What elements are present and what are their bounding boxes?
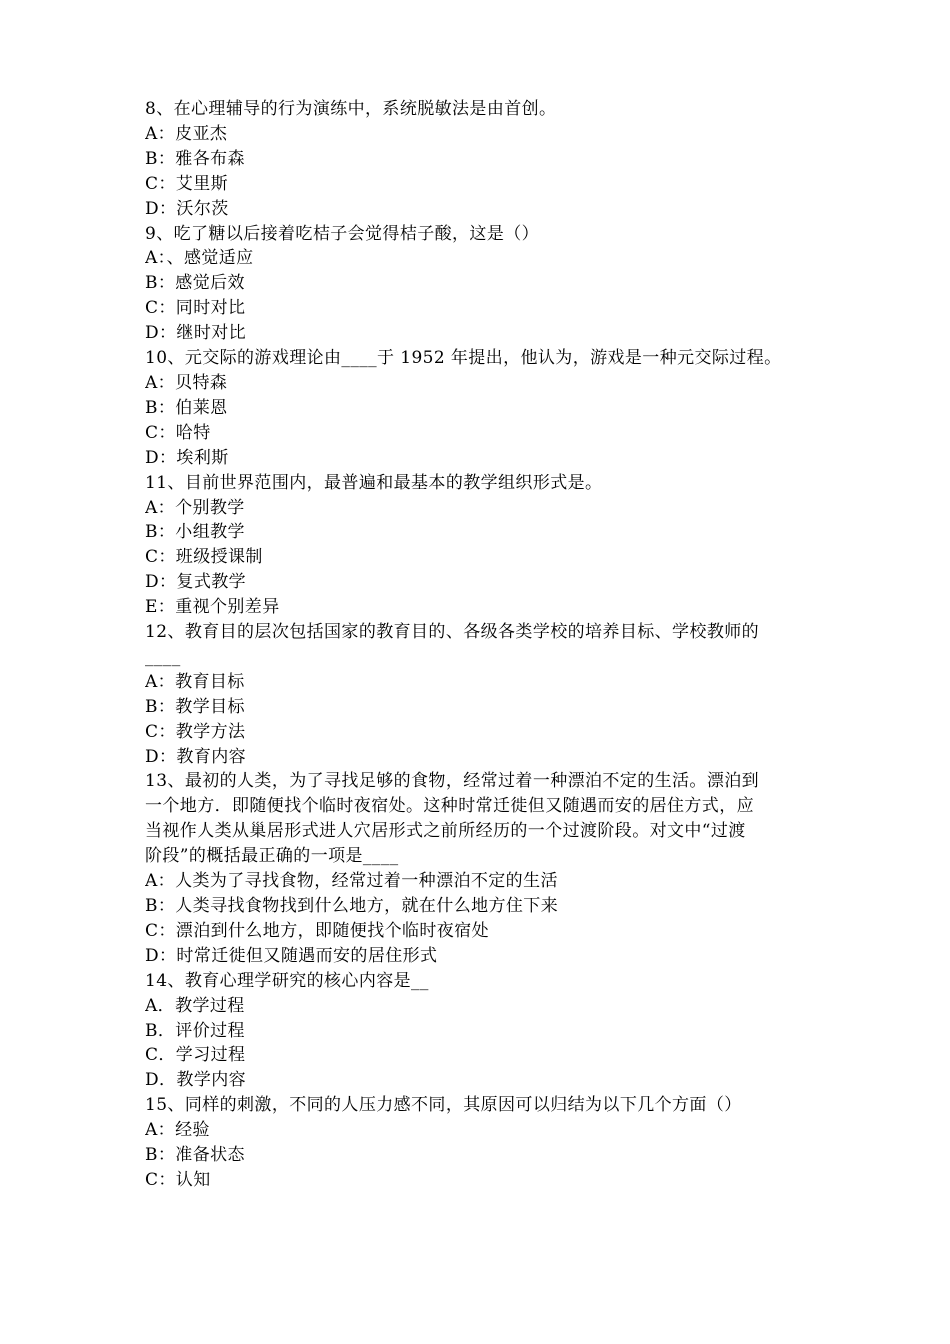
question-14-option-a: A．教学过程 [145, 995, 245, 1016]
question-13-option-d: D：时常迁徙但又随遇而安的居住形式 [145, 945, 438, 966]
question-14-option-d: D．教学内容 [145, 1070, 247, 1091]
question-12-option-d: D：教育内容 [145, 746, 247, 767]
question-13-stem-line-1: 13、最初的人类，为了寻找足够的食物，经常过着一种漂泊不定的生活。漂泊到 [145, 771, 760, 792]
question-10-option-b: B：伯莱恩 [145, 397, 228, 418]
question-11-option-d: D：复式教学 [145, 572, 247, 593]
question-12-stem-blank: ____ [145, 646, 181, 667]
question-13-option-b: B：人类寻找食物找到什么地方，就在什么地方住下来 [145, 896, 559, 916]
question-10-option-a: A：贝特森 [145, 372, 228, 393]
question-11-stem: 11、目前世界范围内，最普遍和最基本的教学组织形式是。 [145, 472, 603, 493]
question-10-option-c: C：哈特 [145, 422, 211, 443]
question-15-stem: 15、同样的刺激，不同的人压力感不同，其原因可以归结为以下几个方面（） [145, 1095, 742, 1116]
question-9-stem: 9、吃了糖以后接着吃桔子会觉得桔子酸，这是（） [145, 223, 540, 244]
question-9-option-b: B：感觉后效 [145, 273, 245, 294]
question-8-option-d: D：沃尔茨 [145, 198, 229, 219]
question-10-stem: 10、元交际的游戏理论由____于 1952 年提出，他认为，游戏是一种元交际过程。 [145, 348, 782, 369]
question-13-stem-line-3: 当视作人类从巢居形式进人穴居形式之前所经历的一个过渡阶段。对文中“过渡 [145, 821, 746, 842]
question-8-option-b: B：雅各布森 [145, 148, 245, 169]
question-9-option-a: A：、感觉适应 [145, 248, 254, 269]
question-9-option-d: D：继时对比 [145, 323, 247, 344]
question-12-option-b: B：教学目标 [145, 696, 245, 717]
question-8-option-a: A：皮亚杰 [145, 123, 228, 144]
question-13-stem-line-4: 阶段”的概括最正确的一项是____ [145, 846, 399, 867]
document-body [145, 97, 815, 1193]
question-15-option-a: A：经验 [145, 1120, 210, 1141]
question-11-option-e: E：重视个别差异 [145, 597, 280, 618]
question-12-option-a: A：教育目标 [145, 671, 245, 692]
question-13-stem-line-2: 一个地方．即随便找个临时夜宿处。这种时常迁徙但又随遇而安的居住方式，应 [145, 796, 754, 817]
question-13-option-a: A：人类为了寻找食物，经常过着一种漂泊不定的生活 [145, 871, 558, 892]
question-8-option-c: C：艾里斯 [145, 173, 229, 194]
question-9-option-c: C：同时对比 [145, 298, 246, 319]
question-14-option-b: B．评价过程 [145, 1020, 245, 1041]
question-15-option-b: B：准备状态 [145, 1145, 245, 1166]
question-11-option-b: B：小组教学 [145, 522, 245, 543]
question-15-option-c: C：认知 [145, 1169, 211, 1190]
question-13-option-c: C：漂泊到什么地方，即随便找个临时夜宿处 [145, 920, 490, 941]
question-11-option-a: A：个别教学 [145, 497, 245, 518]
question-12-stem: 12、教育目的层次包括国家的教育目的、各级各类学校的培养目标、学校教师的 [145, 622, 760, 643]
question-8-stem: 8、在心理辅导的行为演练中，系统脱敏法是由首创。 [145, 99, 557, 119]
question-10-option-d: D：埃利斯 [145, 447, 229, 468]
question-12-option-c: C：教学方法 [145, 721, 246, 742]
question-11-option-c: C：班级授课制 [145, 547, 263, 568]
question-14-stem: 14、教育心理学研究的核心内容是__ [145, 970, 429, 991]
question-14-option-c: C．学习过程 [145, 1045, 246, 1066]
